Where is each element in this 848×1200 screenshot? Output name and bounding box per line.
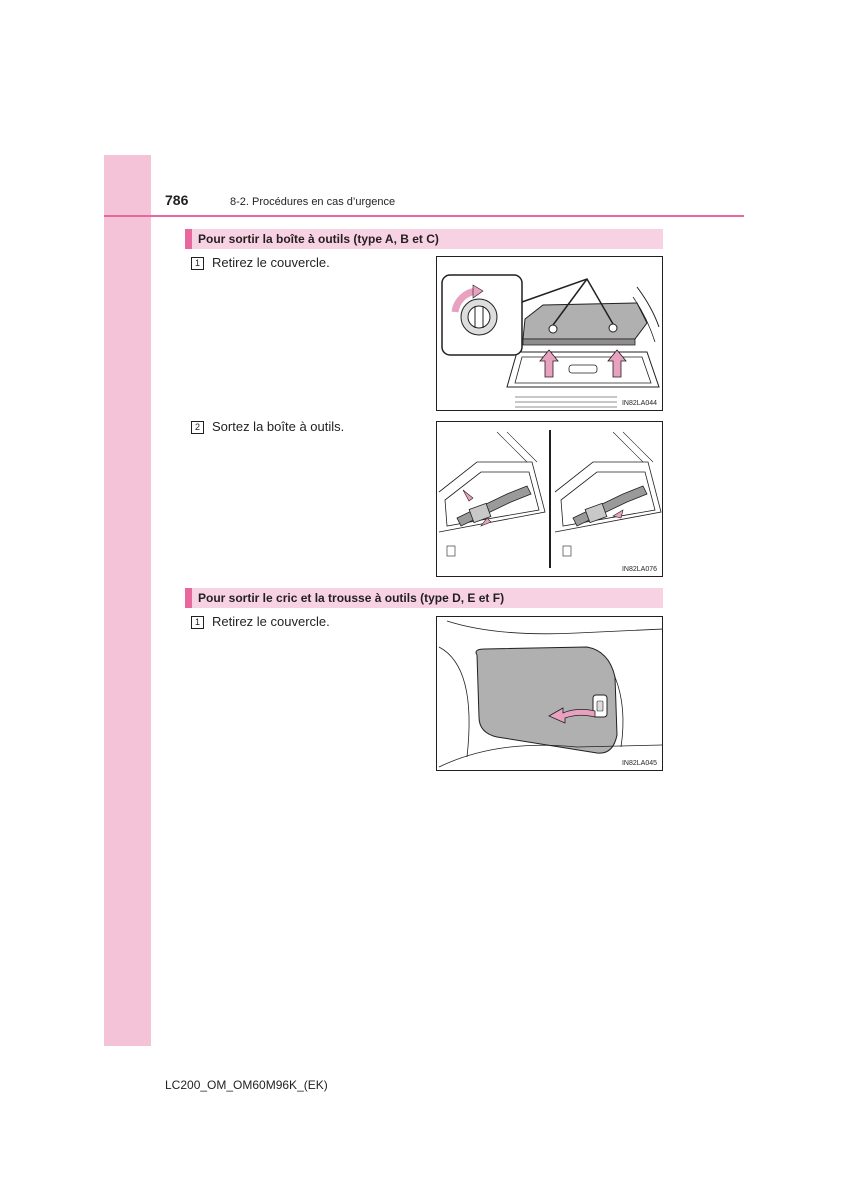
section-title: Pour sortir la boîte à outils (type A, B et C) <box>198 232 439 246</box>
figure-code: IN82LA076 <box>621 566 657 573</box>
section-title: Pour sortir le cric et la trousse à outils (type D, E et F) <box>198 591 505 605</box>
page-number: 786 <box>165 192 189 208</box>
figure-code: IN82LA045 <box>621 760 657 767</box>
side-color-band <box>104 155 151 1046</box>
figure-take-out-toolbox <box>436 421 663 577</box>
figure-remove-cover <box>436 256 663 411</box>
figure-code: IN82LA044 <box>621 400 657 407</box>
figure-remove-side-cover <box>436 616 663 771</box>
step-text: Sortez la boîte à outils. <box>212 419 345 434</box>
step-take-out-toolbox <box>191 419 344 434</box>
step-number-badge: 2 <box>191 421 204 434</box>
step-text: Retirez le couvercle. <box>212 614 330 629</box>
section-heading-toolbox <box>185 229 663 249</box>
chapter-title: 8-2. Procédures en cas d’urgence <box>230 196 396 208</box>
step-number-badge: 1 <box>191 616 204 629</box>
step-number-badge: 1 <box>191 257 204 270</box>
side-cover-illustration <box>437 617 663 771</box>
step-remove-cover <box>191 255 330 270</box>
step-text: Retirez le couvercle. <box>212 255 330 270</box>
toolbox-strap-illustration <box>437 422 663 577</box>
step-remove-cover-jack <box>191 614 330 629</box>
header-rule <box>104 215 744 217</box>
section-heading-jack <box>185 588 663 608</box>
cover-removal-illustration <box>437 257 663 411</box>
document-code: LC200_OM_OM60M96K_(EK) <box>165 1078 328 1092</box>
